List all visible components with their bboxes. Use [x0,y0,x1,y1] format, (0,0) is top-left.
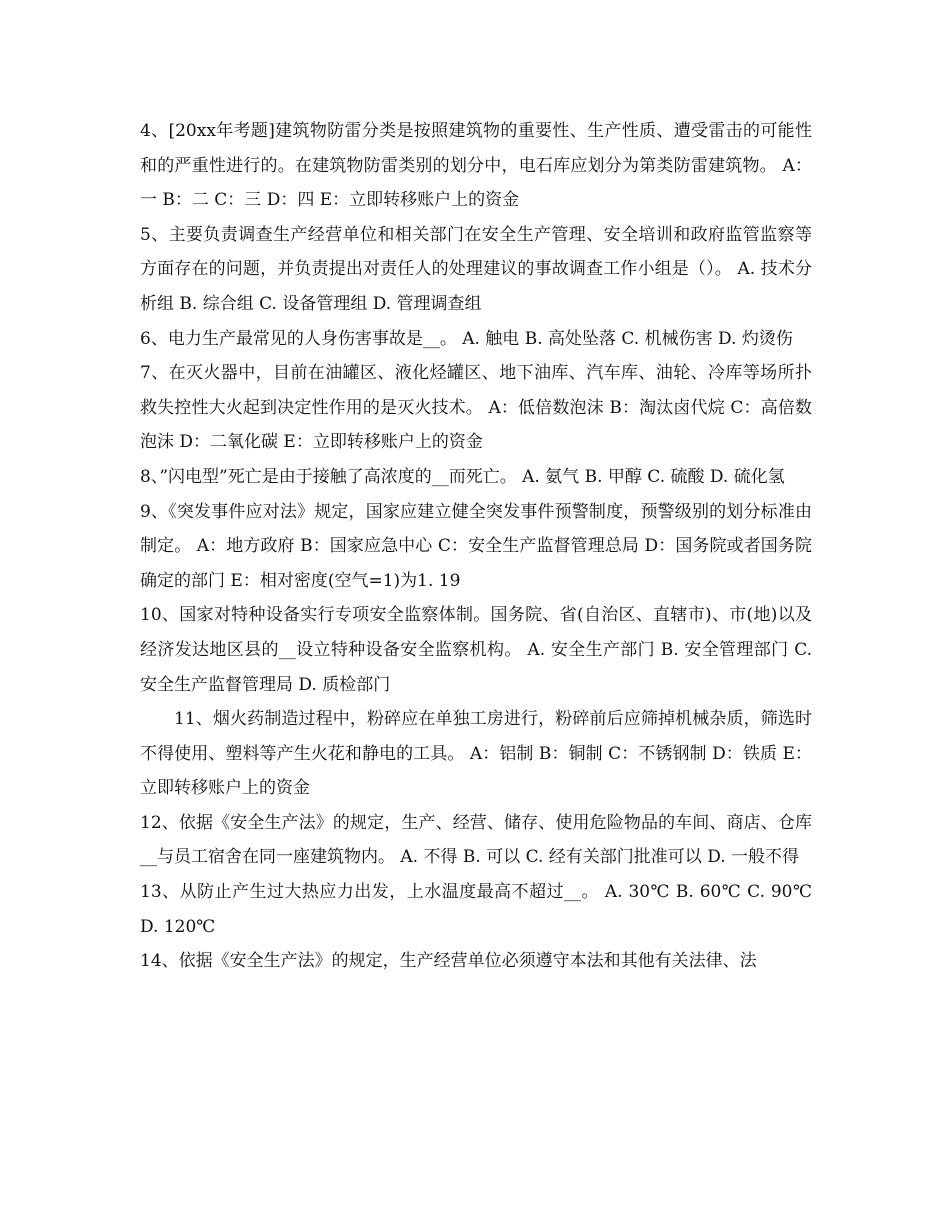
question-4: 4、[20xx年考题]建筑物防雷分类是按照建筑物的重要性、生产性质、遭受雷击的可能性和的严重性进行的。在建筑物防雷类别的划分中，电石库应划分为第类防雷建筑物。 A：一 B：二 C：三 D：四 E：立即转移账户上的资金 [140,121,812,211]
question-5: 5、主要负责调查生产经营单位和相关部门在安全生产管理、安全培训和政府监管监察等方面存在的问题，并负责提出对责任人的处理建议的事故调查工作小组是（）。 A. 技术分析组 B. 综合组 C. 设备管理组 D. 管理调查组 [140,224,812,314]
question-9: 9、《突发事件应对法》规定，国家应建立健全突发事件预警制度，预警级别的划分标准由制定。 A：地方政府 B：国家应急中心 C：安全生产监督管理总局 D：国务院或者国务院确定的部门 E：相对密度(空气=1)为1. 19 [140,501,812,591]
question-10: 10、国家对特种设备实行专项安全监察体制。国务院、省(自治区、直辖市)、市(地)以及经济发达地区县的__设立特种设备安全监察机构。 A. 安全生产部门 B. 安全管理部门 C. 安全生产监督管理局 D. 质检部门 [140,605,812,695]
question-13: 13、从防止产生过大热应力出发，上水温度最高不超过__。 A. 30℃ B. 60℃ C. 90℃ D. 120℃ [140,882,812,937]
question-11: 11、烟火药制造过程中，粉碎应在单独工房进行，粉碎前后应筛掉机械杂质，筛选时不得使用、塑料等产生火花和静电的工具。 A：铝制 B：铜制 C：不锈钢制 D：铁质 E：立即转移账户上的资金 [140,709,812,799]
question-14: 14、依据《安全生产法》的规定，生产经营单位必须遵守本法和其他有关法律、法 [140,951,757,972]
question-6: 6、电力生产最常见的人身伤害事故是__。 A. 触电 B. 高处坠落 C. 机械伤害 D. 灼烫伤 [140,328,793,349]
question-12: 12、依据《安全生产法》的规定，生产、经营、储存、使用危险物品的车间、商店、仓库__与员工宿舍在同一座建筑物内。 A. 不得 B. 可以 C. 经有关部门批准可以 D. 一般不得 [140,812,812,868]
question-list [140,114,812,979]
question-8: 8、”闪电型”死亡是由于接触了高浓度的__而死亡。 A. 氨气 B. 甲醇 C. 硫酸 D. 硫化氢 [140,466,785,487]
question-7: 7、在灭火器中，目前在油罐区、液化烃罐区、地下油库、汽车库、油轮、冷库等场所扑救失控性大火起到决定性作用的是灭火技术。 A：低倍数泡沫 B：淘汰卤代烷 C：高倍数泡沫 D：二氧化碳 E：立即转移账户上的资金 [140,363,812,453]
